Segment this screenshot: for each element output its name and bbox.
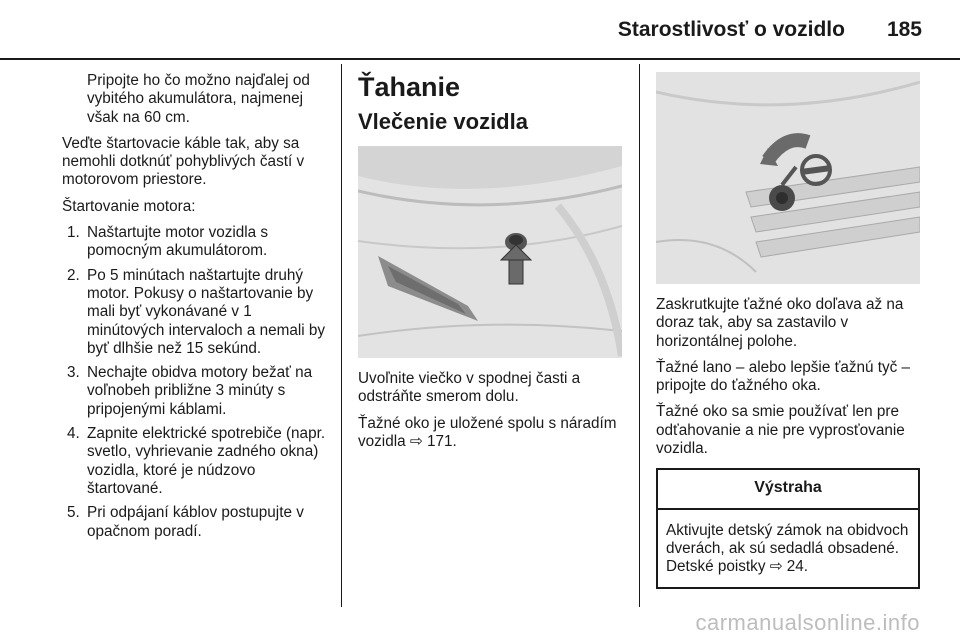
step-number: 2. xyxy=(67,266,80,284)
engine-start-label: Štartovanie motora: xyxy=(62,197,196,215)
tow-eye-usage-note: Ťažné oko sa smie používať len pre odťahovanie a nie pre vyprosťovanie vozidla. xyxy=(656,403,905,458)
step-number: 4. xyxy=(67,425,80,443)
tow-eye-illustration xyxy=(656,72,920,284)
page-ref-link[interactable]: 171. xyxy=(426,432,457,450)
page-title: Starostlivosť o vozidlo xyxy=(617,18,845,41)
intro-paragraph: Pripojte ho čo možno najďalej od vybitého akumulátora, najmenej však na 60 cm. xyxy=(87,72,310,126)
step-text: Naštartujte motor vozidla s pomocným akumulátorom. xyxy=(87,224,269,260)
right-column xyxy=(656,72,920,589)
section-heading: Ťahanie xyxy=(358,72,461,102)
warning-box xyxy=(656,468,920,588)
warning-title: Výstraha xyxy=(658,470,918,509)
step-text: Pri odpájaní káblov postupujte v opačnom poradí. xyxy=(87,504,304,540)
list-item xyxy=(62,504,332,541)
page-ref-link[interactable]: 24. xyxy=(786,558,809,576)
cable-routing-paragraph: Veďte štartovacie káble tak, aby sa nemohli dotknúť pohyblivých častí v motorovom priestore. xyxy=(62,134,305,189)
tow-eye-photo xyxy=(656,72,920,284)
page-ref-arrow-icon: ⇨ xyxy=(769,558,783,576)
left-column xyxy=(62,72,332,547)
bumper-cover-illustration xyxy=(358,146,622,358)
page-number: 185 xyxy=(886,18,922,41)
step-text: Po 5 minútach naštartujte druhý motor. Pokusy o naštartovanie by mali byť vykonávané v 1 minútových intervaloch a nemali by byť dlhšie než 15 sekúnd. xyxy=(87,266,326,357)
step-number: 1. xyxy=(67,224,80,242)
tow-eye-storage-text: Ťažné oko je uložené spolu s náradím vozidla xyxy=(358,414,617,450)
page-ref-arrow-icon: ⇨ xyxy=(409,432,423,450)
list-item xyxy=(62,224,332,261)
list-item xyxy=(62,425,332,498)
warning-text: Aktivujte detský zámok na obidvoch dverách, ak sú sedadlá obsadené. Detské poistky xyxy=(666,521,909,576)
step-text: Nechajte obidva motory bežať na voľnobeh približne 3 minúty s pripojenými káblami. xyxy=(87,364,313,418)
column-divider-left xyxy=(341,64,342,607)
watermark: carmanualsonline.info xyxy=(695,610,920,635)
page-header xyxy=(618,18,922,42)
list-item xyxy=(62,364,332,419)
warning-body xyxy=(658,510,918,587)
step-number: 5. xyxy=(67,504,80,522)
middle-column xyxy=(358,70,630,459)
remove-cover-instruction: Uvoľnite viečko v spodnej časti a odstráňte smerom dolu. xyxy=(358,370,581,406)
bumper-cover-photo xyxy=(358,146,622,358)
tow-eye-storage-note xyxy=(358,415,630,452)
column-divider-right xyxy=(639,64,640,607)
step-text: Zapnite elektrické spotrebiče (napr. svetlo, vyhrievanie zadného okna) vozidla, ktoré je núdzovo štartované. xyxy=(87,425,326,497)
step-number: 3. xyxy=(67,364,80,382)
tow-rope-instruction: Ťažné lano – alebo lepšie ťažnú tyč – pripojte do ťažného oka. xyxy=(656,358,911,395)
start-steps-list xyxy=(62,224,332,541)
header-divider xyxy=(0,58,960,60)
section-subheading: Vlečenie vozidla xyxy=(358,109,528,134)
list-item xyxy=(62,267,332,358)
screw-in-instruction: Zaskrutkujte ťažné oko doľava až na doraz tak, aby sa zastavilo v horizontálnej polohe. xyxy=(656,296,904,350)
